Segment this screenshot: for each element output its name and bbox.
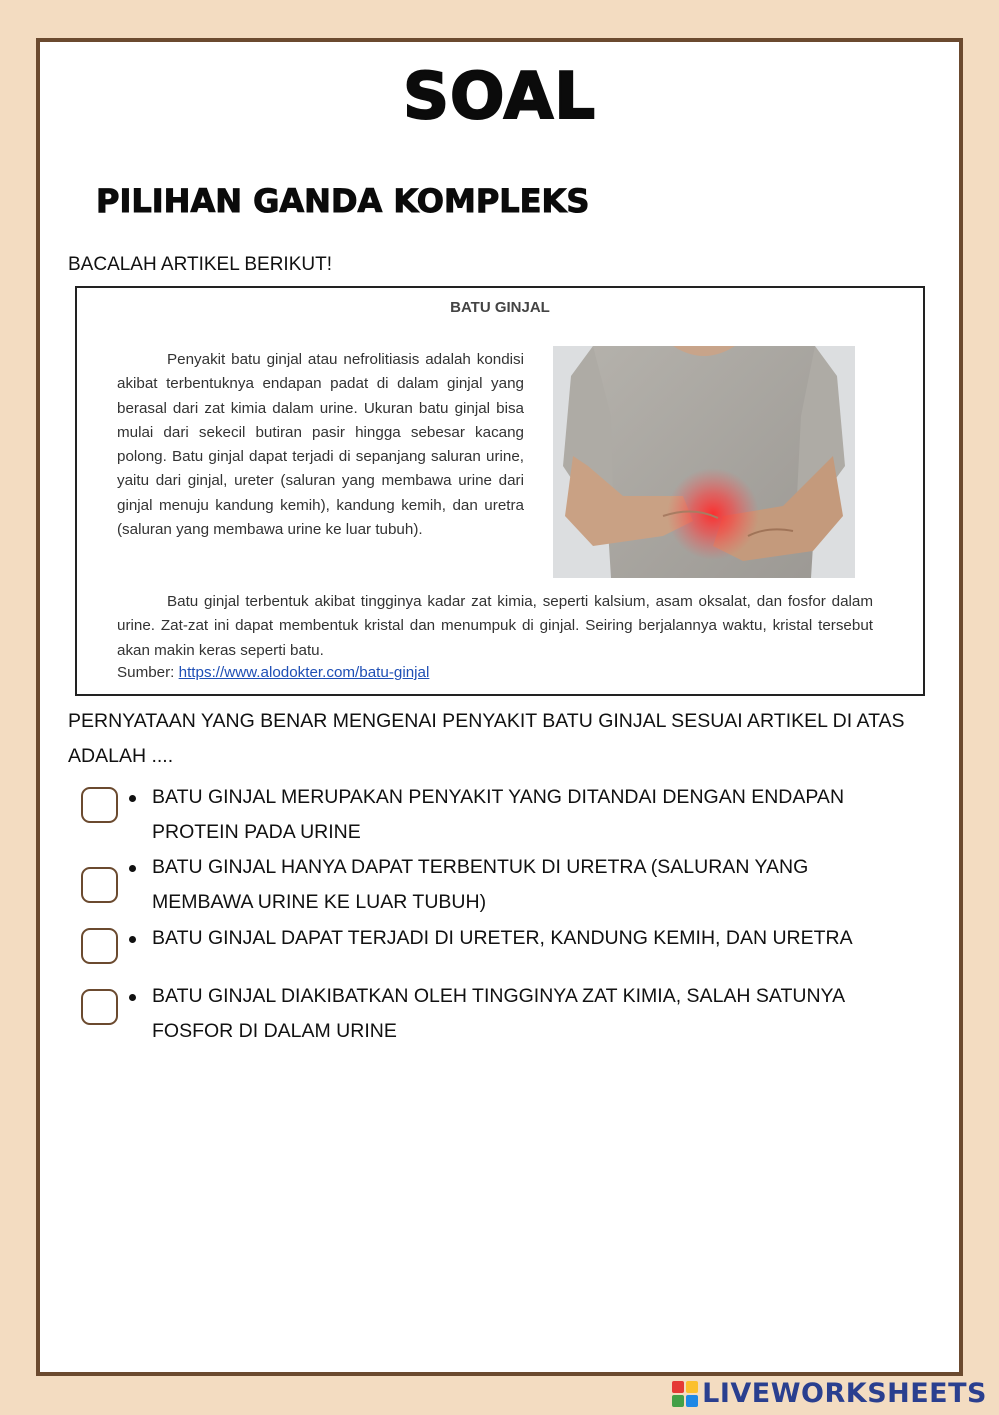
article-paragraph-1: Penyakit batu ginjal atau nefrolitiasis adalah kondisi akibat terbentuknya endapan padat di dalam ginjal yang berasal dari zat kimia dalam urine. Ukuran batu ginjal bisa mulai dari sekecil butiran pasir hingga sebesar kacang polong. Batu ginjal dapat terjadi di sepanjang saluran urine, yaitu dari ginjal, ureter (saluran yang membawa urine dari ginjal menuju kandung kemih), kandung kemih, dan uretra (saluran yang membawa urine ke luar tubuh).	[117, 351, 524, 539]
option-3-checkbox[interactable]	[81, 928, 118, 964]
bullet-icon	[129, 865, 136, 872]
option-1-text: BATU GINJAL MERUPAKAN PENYAKIT YANG DITANDAI DENGAN ENDAPAN PROTEIN PADA URINE	[152, 786, 845, 843]
option-1-checkbox[interactable]	[81, 787, 118, 823]
liveworksheets-watermark	[672, 1378, 987, 1409]
option-3-text: BATU GINJAL DAPAT TERJADI DI URETER, KANDUNG KEMIH, DAN URETRA	[152, 927, 853, 949]
source-label: Sumber:	[117, 664, 175, 681]
watermark-text: LIVEWORKSHEETS	[702, 1378, 987, 1409]
option-2-checkbox[interactable]	[81, 867, 118, 903]
bullet-icon	[129, 936, 136, 943]
instruction-text: BACALAH ARTIKEL BERIKUT!	[68, 254, 332, 275]
page-title: SOAL	[402, 60, 597, 134]
option-2-text: BATU GINJAL HANYA DAPAT TERBENTUK DI URETRA (SALURAN YANG MEMBAWA URINE KE LUAR TUBUH)	[152, 856, 809, 913]
section-subtitle: PILIHAN GANDA KOMPLEKS	[96, 182, 590, 220]
source-link[interactable]: https://www.alodokter.com/batu-ginjal	[178, 664, 430, 681]
article-box	[75, 286, 925, 696]
question-text: PERNYATAAN YANG BENAR MENGENAI PENYAKIT BATU GINJAL SESUAI ARTIKEL DI ATAS ADALAH ....	[68, 710, 905, 767]
article-title: BATU GINJAL	[450, 299, 550, 316]
person-holding-abdomen-image	[553, 346, 855, 578]
article-paragraph-2: Batu ginjal terbentuk akibat tingginya kadar zat kimia, seperti kalsium, asam oksalat, dan fosfor dalam urine. Zat-zat ini dapat membentuk kristal dan menumpuk di ginjal. Seiring berjalannya waktu, kristal tersebut akan makin keras seperti batu.	[117, 593, 873, 659]
option-4-text: BATU GINJAL DIAKIBATKAN OLEH TINGGINYA ZAT KIMIA, SALAH SATUNYA FOSFOR DI DALAM URINE	[152, 985, 845, 1042]
article-photo	[553, 346, 855, 578]
article-source	[117, 664, 429, 681]
bullet-icon	[129, 795, 136, 802]
option-4-checkbox[interactable]	[81, 989, 118, 1025]
bullet-icon	[129, 994, 136, 1001]
liveworksheets-logo-icon	[672, 1381, 698, 1407]
